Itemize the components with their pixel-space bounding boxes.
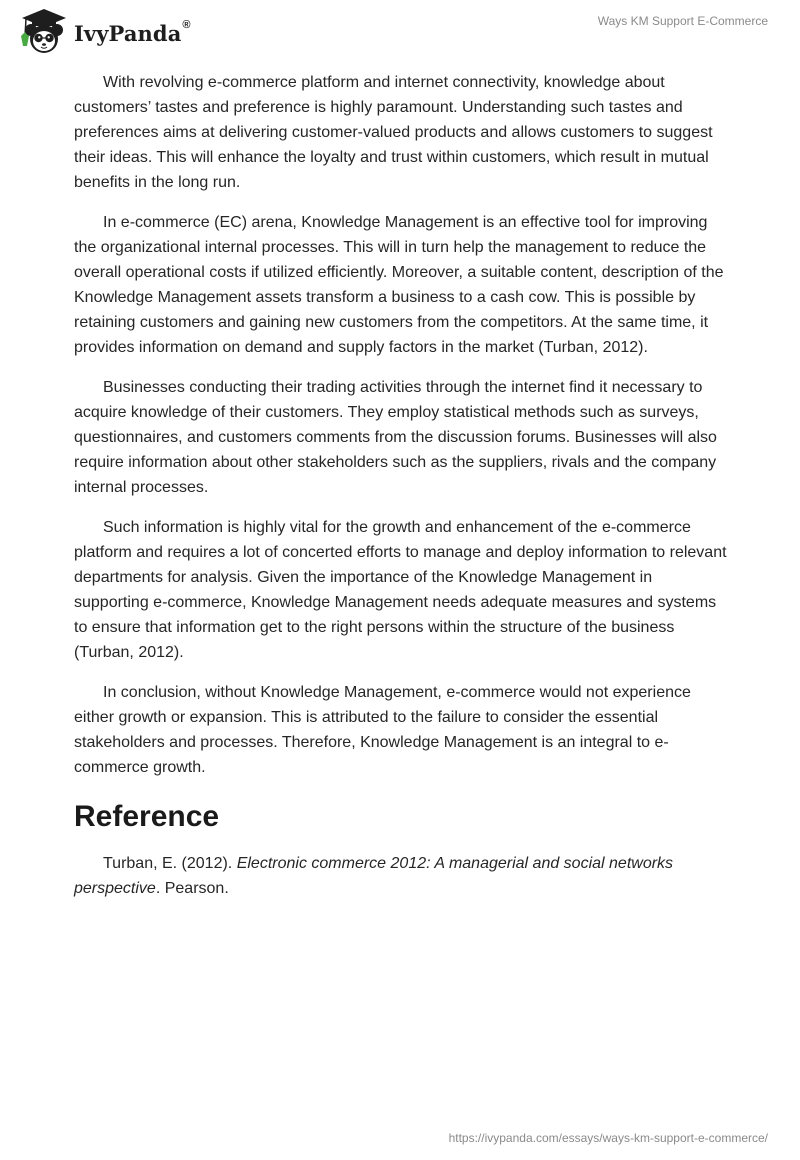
body-paragraph: Businesses conducting their trading activities through the internet find it necessary to acquire knowledge of their customers. They employ statistical methods such as surveys, questionnaires, and customers comments from the discussion forums. Businesses will also require information about other stakeholders such as the suppliers, rivals and the company internal processes.: [74, 379, 717, 496]
ivypanda-logo[interactable]: [14, 6, 191, 56]
page-header: [0, 0, 800, 64]
running-title: Ways KM Support E-Commerce: [597, 14, 768, 28]
registered-mark: ®: [182, 18, 191, 31]
reference-authors-year: Turban, E. (2012).: [103, 855, 237, 872]
body-paragraph: Such information is highly vital for the growth and enhancement of the e-commerce platform and requires a lot of concerted efforts to manage and deploy information to relevant departments for analysis. Given the importance of the Knowledge Management in supporting e-commerce, Knowledge Management needs adequate measures and systems to ensure that information get to the right persons within the structure of the business (Turban, 2012).: [74, 519, 727, 661]
logo-wordmark: IvyPanda®: [74, 18, 191, 46]
reference-publisher: . Pearson.: [155, 880, 229, 897]
body-paragraph: With revolving e-commerce platform and internet connectivity, knowledge about customers’ tastes and preference is highly paramount. Understanding such tastes and preferences aims at delivering customer-valued products and allows customers to suggest their ideas. This will enhance the loyalty and trust within customers, which result in mutual benefits in the long run.: [74, 74, 713, 191]
body-paragraph: In e-commerce (EC) arena, Knowledge Management is an effective tool for improving the organizational internal processes. This will in turn help the management to reduce the overall operational costs if utilized efficiently. Moreover, a suitable content, description of the Knowledge Management assets transform a business to a cash cow. This is possible by retaining customers and gaining new customers from the competitors. At the same time, it provides information on demand and supply factors in the market (Turban, 2012).: [74, 214, 724, 356]
reference-title: Electronic commerce 2012: A managerial and social networks perspective: [74, 855, 674, 897]
reference-heading: Reference: [74, 800, 220, 833]
reference-entry: [74, 851, 728, 901]
body-paragraph: In conclusion, without Knowledge Management, e-commerce would not experience either growth or expansion. This is attributed to the failure to consider the essential stakeholders and processes. Therefore, Knowledge Management is an integral to e-commerce growth.: [74, 684, 691, 776]
panda-graduate-icon: [14, 6, 72, 56]
essay-content: [74, 70, 728, 901]
source-url[interactable]: https://ivypanda.com/essays/ways-km-support-e-commerce/: [448, 1131, 768, 1145]
